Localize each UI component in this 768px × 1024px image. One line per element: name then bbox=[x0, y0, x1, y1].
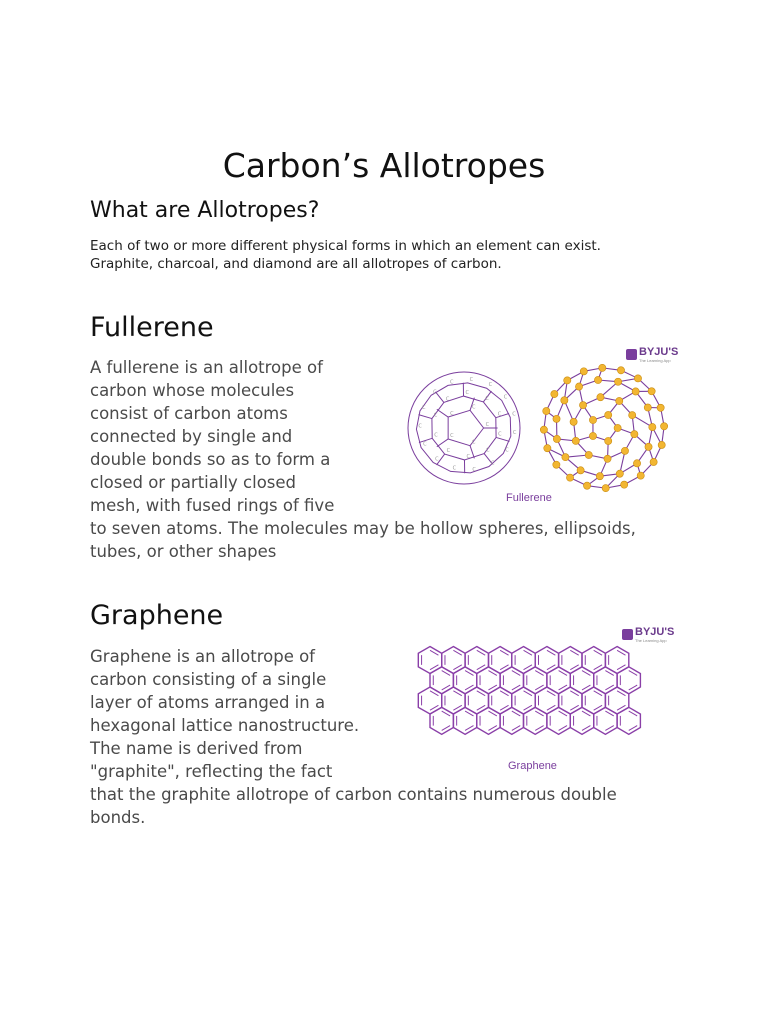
paragraph-line: consist of carbon atoms bbox=[90, 404, 288, 423]
svg-text:C: C bbox=[472, 466, 476, 473]
paragraph-line: Graphene is an allotrope of bbox=[90, 647, 315, 666]
paragraph-line: hexagonal lattice nanostructure. bbox=[90, 716, 360, 735]
svg-text:C: C bbox=[452, 465, 457, 472]
graphene-illustration bbox=[372, 620, 680, 778]
svg-text:C: C bbox=[485, 395, 489, 402]
svg-text:C: C bbox=[498, 431, 502, 438]
svg-text:C: C bbox=[469, 376, 474, 383]
svg-text:C: C bbox=[418, 423, 422, 430]
paragraph-line: to seven atoms. The molecules may be hollow spheres, ellipsoids, bbox=[90, 519, 636, 538]
graphene-hex-lattice bbox=[418, 647, 640, 735]
svg-text:C: C bbox=[512, 411, 516, 418]
paragraph-line: The name is derived from bbox=[90, 739, 303, 758]
page-title: Carbon’s Allotropes bbox=[222, 146, 546, 185]
fullerene-atom-ball bbox=[540, 364, 667, 491]
svg-text:C: C bbox=[450, 379, 454, 386]
brand-tagline: The Learning App bbox=[639, 358, 671, 363]
svg-text:C: C bbox=[466, 453, 470, 460]
paragraph-line: connected by single and bbox=[90, 427, 293, 446]
svg-text:C: C bbox=[485, 422, 490, 428]
paragraph-line: "graphite", reflecting the fact bbox=[90, 762, 333, 781]
svg-text:C: C bbox=[435, 456, 439, 463]
graphene-caption: Graphene bbox=[508, 760, 557, 772]
fullerene-heading: Fullerene bbox=[90, 312, 214, 343]
svg-text:C: C bbox=[450, 411, 454, 418]
svg-text:C: C bbox=[433, 389, 437, 396]
svg-text:C: C bbox=[433, 412, 438, 419]
brand-name: BYJU'S bbox=[635, 626, 675, 638]
svg-text:C: C bbox=[423, 441, 427, 448]
svg-text:C: C bbox=[505, 447, 509, 454]
svg-text:C: C bbox=[445, 396, 450, 403]
svg-text:C: C bbox=[472, 439, 476, 446]
paragraph-line: carbon whose molecules bbox=[90, 381, 295, 400]
brand-name: BYJU'S bbox=[639, 346, 679, 358]
svg-text:C: C bbox=[486, 447, 490, 454]
fullerene-caption: Fullerene bbox=[506, 492, 552, 504]
paragraph-line: double bonds so as to form a bbox=[90, 450, 331, 469]
paragraph-line: layer of atoms arranged in a bbox=[90, 693, 326, 712]
svg-text:C: C bbox=[503, 394, 508, 401]
intro-heading: What are Allotropes? bbox=[90, 198, 320, 223]
paragraph-line: carbon consisting of a single bbox=[90, 670, 327, 689]
paragraph-line: tubes, or other shapes bbox=[90, 542, 277, 561]
svg-text:C: C bbox=[488, 382, 493, 389]
svg-text:C: C bbox=[490, 460, 495, 467]
fullerene-figure bbox=[372, 340, 680, 508]
brand-tagline: The Learning App bbox=[635, 638, 667, 643]
svg-text:C: C bbox=[465, 390, 470, 397]
paragraph-line: closed or partially closed bbox=[90, 473, 297, 492]
paragraph-line: A fullerene is an allotrope of bbox=[90, 358, 323, 377]
svg-text:C: C bbox=[434, 432, 438, 439]
intro-definition bbox=[90, 237, 710, 273]
graphene-figure bbox=[372, 620, 680, 778]
definition-line: Graphite, charcoal, and diamond are all allotropes of carbon. bbox=[90, 256, 502, 272]
fullerene-illustration bbox=[372, 340, 680, 508]
svg-text:C: C bbox=[512, 430, 517, 437]
paragraph-line: that the graphite allotrope of carbon contains numerous double bbox=[90, 785, 617, 804]
svg-text:C: C bbox=[497, 411, 502, 418]
svg-text:C: C bbox=[446, 448, 451, 455]
graphene-heading: Graphene bbox=[90, 600, 224, 631]
paragraph-line: bonds. bbox=[90, 808, 146, 827]
fullerene-wireframe-ball bbox=[408, 372, 520, 484]
paragraph-line: mesh, with fused rings of five bbox=[90, 496, 335, 515]
svg-text:C: C bbox=[472, 404, 476, 411]
svg-text:C: C bbox=[450, 432, 454, 439]
definition-line: Each of two or more different physical forms in which an element can exist. bbox=[90, 238, 601, 254]
svg-text:C: C bbox=[421, 404, 426, 411]
